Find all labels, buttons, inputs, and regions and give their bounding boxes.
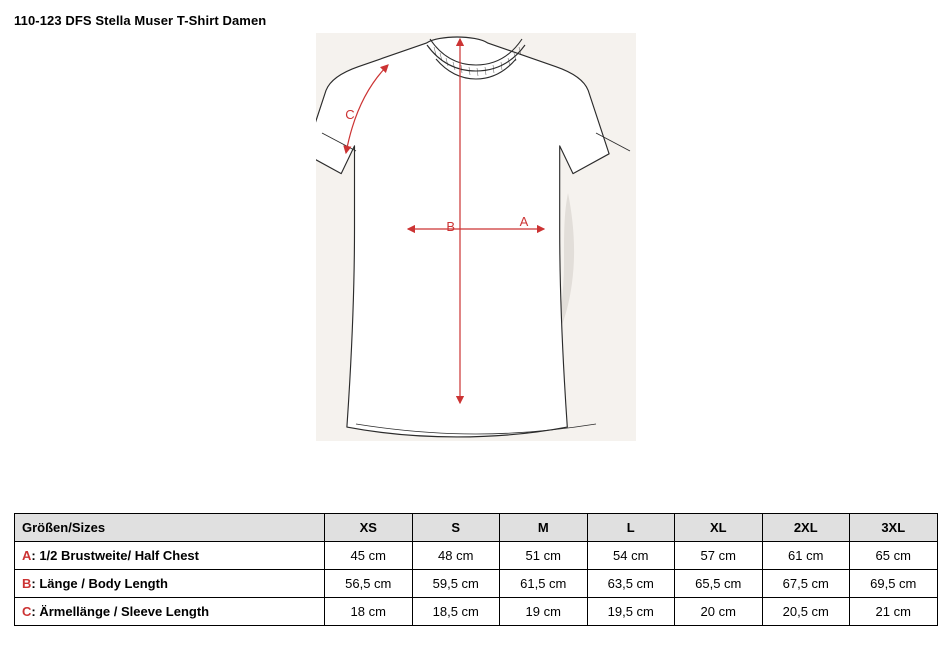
label-c: C xyxy=(345,107,355,122)
tshirt-measurement-diagram xyxy=(316,33,636,441)
cell-length-3xl: 69,5 cm xyxy=(850,570,938,598)
cell-sleeve-2xl: 20,5 cm xyxy=(762,598,850,626)
table-row xyxy=(15,598,938,626)
row-label-sleeve xyxy=(15,598,325,626)
table-row xyxy=(15,570,938,598)
table-row xyxy=(15,542,938,570)
row-letter-b: B xyxy=(22,576,32,591)
cell-chest-m: 51 cm xyxy=(500,542,588,570)
row-text-sleeve: : Ärmellänge / Sleeve Length xyxy=(31,604,210,619)
cell-sleeve-3xl: 21 cm xyxy=(850,598,938,626)
cell-sleeve-xl: 20 cm xyxy=(675,598,763,626)
cell-chest-xs: 45 cm xyxy=(325,542,413,570)
row-label-length xyxy=(15,570,325,598)
header-cell-2xl: 2XL xyxy=(762,514,850,542)
cell-chest-l: 54 cm xyxy=(587,542,675,570)
header-cell-sizes: Größen/Sizes xyxy=(15,514,325,542)
cell-length-m: 61,5 cm xyxy=(500,570,588,598)
row-letter-a: A xyxy=(22,548,32,563)
header-cell-xl: XL xyxy=(675,514,763,542)
header-cell-l: L xyxy=(587,514,675,542)
cell-chest-2xl: 61 cm xyxy=(762,542,850,570)
cell-sleeve-l: 19,5 cm xyxy=(587,598,675,626)
cell-length-s: 59,5 cm xyxy=(412,570,500,598)
cell-length-2xl: 67,5 cm xyxy=(762,570,850,598)
cell-sleeve-s: 18,5 cm xyxy=(412,598,500,626)
size-table-wrap xyxy=(14,513,937,626)
cell-chest-xl: 57 cm xyxy=(675,542,763,570)
page-title: 110-123 DFS Stella Muser T-Shirt Damen xyxy=(14,13,267,28)
header-cell-s: S xyxy=(412,514,500,542)
header-cell-m: M xyxy=(500,514,588,542)
header-cell-xs: XS xyxy=(325,514,413,542)
row-text-chest: : 1/2 Brustweite/ Half Chest xyxy=(31,548,199,563)
cell-length-xs: 56,5 cm xyxy=(325,570,413,598)
row-label-chest xyxy=(15,542,325,570)
label-a: A xyxy=(519,214,529,229)
table-header-row xyxy=(15,514,938,542)
row-text-length: : Länge / Body Length xyxy=(31,576,168,591)
cell-chest-3xl: 65 cm xyxy=(850,542,938,570)
header-cell-3xl: 3XL xyxy=(850,514,938,542)
cell-length-l: 63,5 cm xyxy=(587,570,675,598)
cell-sleeve-xs: 18 cm xyxy=(325,598,413,626)
cell-chest-s: 48 cm xyxy=(412,542,500,570)
row-letter-c: C xyxy=(22,604,32,619)
cell-sleeve-m: 19 cm xyxy=(500,598,588,626)
size-table xyxy=(14,513,938,626)
label-b: B xyxy=(446,219,455,234)
cell-length-xl: 65,5 cm xyxy=(675,570,763,598)
